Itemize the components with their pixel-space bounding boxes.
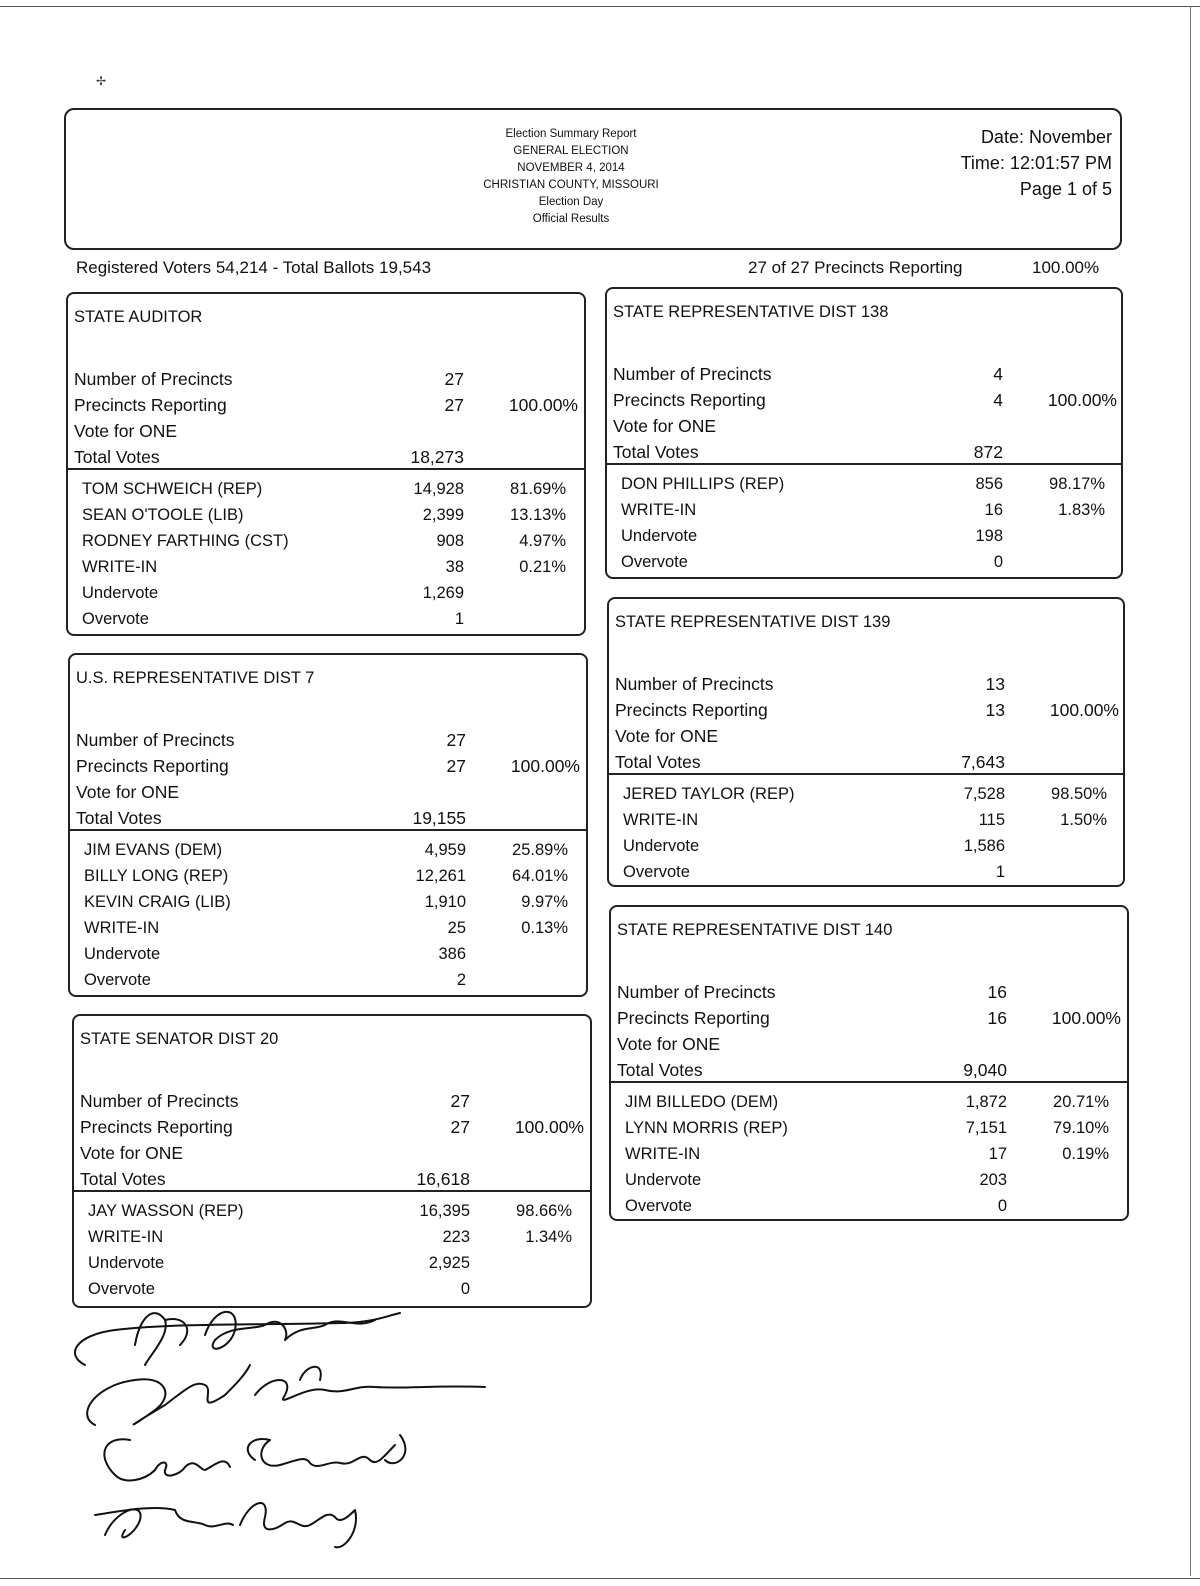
number-of-precincts-label: Number of Precincts: [80, 1091, 239, 1111]
candidate-name: Undervote: [623, 837, 700, 855]
candidate-votes: 16,395: [419, 1202, 470, 1220]
precincts-reporting-row: [74, 392, 584, 418]
county-name: CHRISTIAN COUNTY, MISSOURI: [483, 179, 659, 191]
candidate-votes: 1,586: [963, 837, 1005, 855]
precincts-reporting-label: Precincts Reporting: [80, 1117, 233, 1137]
candidate-row: [623, 781, 1123, 807]
race-title: STATE REPRESENTATIVE DIST 140: [617, 921, 893, 939]
vote-for-row: [80, 1140, 590, 1166]
candidate-percent: 1.50%: [1060, 811, 1107, 829]
vote-for-label: Vote for ONE: [617, 1034, 721, 1054]
scan-bottom-border: [0, 1578, 1200, 1579]
race-title: STATE REPRESENTATIVE DIST 138: [613, 303, 889, 321]
candidate-row: [621, 549, 1121, 575]
candidate-percent: 81.69%: [510, 480, 566, 498]
total-votes-value: 9,040: [963, 1060, 1007, 1080]
candidate-votes: 856: [975, 475, 1003, 493]
race-state-senator-dist-20: [72, 1014, 592, 1308]
candidate-row: [88, 1224, 590, 1250]
candidate-row: [82, 476, 584, 502]
candidate-percent: 0.21%: [519, 558, 566, 576]
election-day-label: Election Day: [538, 196, 604, 208]
candidate-name: Undervote: [625, 1171, 702, 1189]
report-meta: [961, 124, 1112, 202]
candidate-list: [621, 471, 1121, 575]
candidate-row: [623, 859, 1123, 885]
candidate-percent: 1.34%: [525, 1228, 572, 1246]
candidate-name: JAY WASSON (REP): [88, 1202, 244, 1220]
candidate-name: Overvote: [625, 1197, 692, 1215]
total-votes-value: 16,618: [416, 1169, 470, 1189]
number-of-precincts-row: [613, 361, 1121, 387]
results-divider: [611, 1081, 1127, 1083]
results-divider: [609, 773, 1123, 775]
candidate-name: BILLY LONG (REP): [84, 867, 229, 885]
candidate-row: [625, 1115, 1127, 1141]
race-state-representative-dist-139: [607, 597, 1125, 887]
candidate-row: [88, 1250, 590, 1276]
candidate-votes: 386: [438, 945, 466, 963]
candidate-percent: 1.83%: [1058, 501, 1105, 519]
number-of-precincts-value: 27: [450, 1091, 470, 1111]
candidate-votes: 7,528: [963, 785, 1005, 803]
precincts-reporting-row: [617, 1005, 1127, 1031]
race-state-representative-dist-138: [605, 287, 1123, 579]
candidate-name: JIM EVANS (DEM): [84, 841, 223, 859]
number-of-precincts-value: 27: [444, 369, 464, 389]
candidate-votes: 0: [997, 1197, 1007, 1215]
candidate-row: [625, 1193, 1127, 1219]
number-of-precincts-label: Number of Precincts: [617, 982, 776, 1002]
candidate-votes: 223: [442, 1228, 470, 1246]
candidate-row: [84, 837, 586, 863]
race-us-representative-dist-7: [68, 653, 588, 997]
page-number: Page 1 of 5: [1019, 179, 1112, 199]
total-votes-row: [617, 1057, 1127, 1083]
candidate-name: Undervote: [88, 1254, 165, 1272]
candidate-row: [82, 554, 584, 580]
candidate-row: [623, 833, 1123, 859]
precincts-reporting-value: 16: [987, 1008, 1007, 1028]
precincts-reporting-value: 27: [444, 395, 464, 415]
total-votes-row: [74, 444, 584, 470]
signatures-image: [55, 1285, 515, 1555]
candidate-name: Overvote: [623, 863, 690, 881]
total-votes-label: Total Votes: [74, 447, 160, 467]
total-votes-row: [615, 749, 1123, 775]
vote-for-row: [617, 1031, 1127, 1057]
candidate-row: [623, 807, 1123, 833]
number-of-precincts-value: 16: [987, 982, 1007, 1002]
total-votes-label: Total Votes: [617, 1060, 703, 1080]
candidate-percent: 0.19%: [1062, 1145, 1109, 1163]
scan-right-border: [1190, 6, 1191, 1576]
candidate-list: [82, 476, 584, 632]
results-divider: [607, 463, 1121, 465]
race-stats: [613, 361, 1121, 465]
vote-for-row: [613, 413, 1121, 439]
candidate-votes: 1,269: [422, 584, 464, 602]
candidate-row: [84, 889, 586, 915]
candidate-row: [621, 497, 1121, 523]
election-date: NOVEMBER 4, 2014: [517, 162, 625, 174]
candidate-name: Overvote: [88, 1280, 155, 1298]
precincts-reporting-percent: 100.00%: [514, 1117, 584, 1137]
race-state-representative-dist-140: [609, 905, 1129, 1221]
precincts-reporting-percent: 100.00%: [510, 756, 580, 776]
candidate-name: JERED TAYLOR (REP): [623, 785, 795, 803]
candidate-votes: 1: [454, 610, 464, 628]
precincts-reporting-value: 4: [993, 390, 1003, 410]
candidate-name: WRITE-IN: [621, 501, 697, 519]
precincts-reporting-value: 13: [985, 700, 1005, 720]
candidate-name: Undervote: [621, 527, 698, 545]
number-of-precincts-value: 27: [446, 730, 466, 750]
candidate-percent: 98.17%: [1049, 475, 1105, 493]
number-of-precincts-label: Number of Precincts: [76, 730, 235, 750]
total-votes-row: [80, 1166, 590, 1192]
candidate-percent: 98.66%: [516, 1202, 572, 1220]
candidate-name: DON PHILLIPS (REP): [621, 475, 785, 493]
total-votes-value: 19,155: [412, 808, 466, 828]
race-state-auditor: [66, 292, 586, 636]
race-stats: [76, 727, 586, 831]
candidate-votes: 25: [447, 919, 466, 937]
candidate-row: [625, 1089, 1127, 1115]
total-votes-value: 18,273: [410, 447, 464, 467]
precincts-reporting-value: 27: [450, 1117, 470, 1137]
candidate-name: JIM BILLEDO (DEM): [625, 1093, 779, 1111]
results-divider: [68, 468, 584, 470]
candidate-votes: 203: [979, 1171, 1007, 1189]
total-votes-label: Total Votes: [80, 1169, 166, 1189]
race-stats: [74, 366, 584, 470]
candidate-name: Overvote: [82, 610, 149, 628]
total-votes-label: Total Votes: [613, 442, 699, 462]
precincts-reporting-label: Precincts Reporting: [76, 756, 229, 776]
race-title: STATE AUDITOR: [74, 308, 203, 326]
candidate-list: [84, 837, 586, 993]
race-title: STATE SENATOR DIST 20: [80, 1030, 279, 1048]
vote-for-label: Vote for ONE: [615, 726, 719, 746]
candidate-votes: 7,151: [965, 1119, 1007, 1137]
candidate-votes: 198: [975, 527, 1003, 545]
candidate-row: [82, 502, 584, 528]
race-stats: [80, 1088, 590, 1192]
candidate-name: WRITE-IN: [88, 1228, 164, 1246]
candidate-percent: 79.10%: [1053, 1119, 1109, 1137]
vote-for-row: [76, 779, 586, 805]
candidate-row: [84, 941, 586, 967]
number-of-precincts-row: [76, 727, 586, 753]
candidate-name: KEVIN CRAIG (LIB): [84, 893, 231, 911]
number-of-precincts-label: Number of Precincts: [615, 674, 774, 694]
candidate-votes: 1,910: [424, 893, 466, 911]
candidate-votes: 2,925: [428, 1254, 470, 1272]
vote-for-label: Vote for ONE: [76, 782, 180, 802]
candidate-name: Undervote: [82, 584, 159, 602]
precincts-reporting-label: Precincts Reporting: [617, 1008, 770, 1028]
candidate-votes: 2: [456, 971, 466, 989]
candidate-percent: 4.97%: [519, 532, 566, 550]
race-title: U.S. REPRESENTATIVE DIST 7: [76, 669, 315, 687]
precincts-reporting-value: 27: [446, 756, 466, 776]
official-results-label: Official Results: [532, 213, 610, 225]
candidate-percent: 0.13%: [521, 919, 568, 937]
number-of-precincts-row: [74, 366, 584, 392]
number-of-precincts-row: [80, 1088, 590, 1114]
scan-top-border: [0, 6, 1200, 7]
candidate-name: WRITE-IN: [82, 558, 158, 576]
precincts-reporting-label: Precincts Reporting: [615, 700, 768, 720]
number-of-precincts-row: [615, 671, 1123, 697]
precincts-reporting-percent: 100.00%: [508, 395, 578, 415]
candidate-votes: 16: [984, 501, 1003, 519]
candidate-name: Overvote: [84, 971, 151, 989]
precincts-reporting-percent: 100.00%: [1032, 258, 1100, 277]
candidate-name: Overvote: [621, 553, 688, 571]
candidate-row: [82, 606, 584, 632]
precincts-reporting-row: [615, 697, 1123, 723]
candidate-votes: 2,399: [422, 506, 464, 524]
candidate-votes: 4,959: [424, 841, 466, 859]
candidate-name: Undervote: [84, 945, 161, 963]
candidate-percent: 25.89%: [512, 841, 568, 859]
results-divider: [70, 829, 586, 831]
candidate-percent: 64.01%: [512, 867, 568, 885]
vote-for-label: Vote for ONE: [74, 421, 178, 441]
candidate-votes: 908: [436, 532, 464, 550]
candidate-percent: 20.71%: [1053, 1093, 1109, 1111]
race-stats: [617, 979, 1127, 1083]
candidate-votes: 38: [445, 558, 464, 576]
candidate-votes: 0: [460, 1280, 470, 1298]
candidate-votes: 1: [995, 863, 1005, 881]
candidate-votes: 115: [978, 811, 1005, 829]
candidate-name: LYNN MORRIS (REP): [625, 1119, 788, 1137]
total-votes-value: 7,643: [961, 752, 1005, 772]
stray-mark-icon: ✢: [96, 74, 107, 88]
precincts-reporting-percent: 100.00%: [1051, 1008, 1121, 1028]
candidate-row: [625, 1167, 1127, 1193]
precincts-reporting-row: [80, 1114, 590, 1140]
precincts-reporting-label: Precincts Reporting: [74, 395, 227, 415]
candidate-votes: 0: [993, 553, 1003, 571]
candidate-name: RODNEY FARTHING (CST): [82, 532, 289, 550]
precincts-reporting-label: Precincts Reporting: [613, 390, 766, 410]
total-votes-row: [76, 805, 586, 831]
candidate-list: [623, 781, 1123, 885]
report-date: Date: November: [980, 127, 1112, 147]
candidate-name: WRITE-IN: [625, 1145, 701, 1163]
total-votes-label: Total Votes: [615, 752, 701, 772]
number-of-precincts-label: Number of Precincts: [74, 369, 233, 389]
candidate-name: WRITE-IN: [623, 811, 699, 829]
vote-for-label: Vote for ONE: [613, 416, 717, 436]
report-title-block: [406, 126, 736, 228]
total-votes-value: 872: [973, 442, 1003, 462]
results-divider: [74, 1190, 590, 1192]
candidate-percent: 13.13%: [510, 506, 566, 524]
candidate-row: [88, 1198, 590, 1224]
precincts-reporting-percent: 100.00%: [1047, 390, 1117, 410]
candidate-votes: 12,261: [415, 867, 466, 885]
precincts-reporting-row: [613, 387, 1121, 413]
candidate-percent: 9.97%: [521, 893, 568, 911]
report-time: Time: 12:01:57 PM: [960, 153, 1112, 173]
race-stats: [615, 671, 1123, 775]
election-name: GENERAL ELECTION: [513, 145, 629, 157]
candidate-votes: 1,872: [965, 1093, 1007, 1111]
vote-for-row: [74, 418, 584, 444]
candidate-votes: 17: [988, 1145, 1007, 1163]
race-title: STATE REPRESENTATIVE DIST 139: [615, 613, 891, 631]
precincts-reporting-summary: 27 of 27 Precincts Reporting: [748, 258, 963, 277]
report-header: [64, 108, 1122, 250]
candidate-name: WRITE-IN: [84, 919, 160, 937]
number-of-precincts-value: 13: [985, 674, 1005, 694]
candidate-name: TOM SCHWEICH (REP): [82, 480, 263, 498]
candidate-row: [84, 967, 586, 993]
candidate-row: [621, 471, 1121, 497]
number-of-precincts-label: Number of Precincts: [613, 364, 772, 384]
candidate-row: [621, 523, 1121, 549]
number-of-precincts-row: [617, 979, 1127, 1005]
candidate-row: [625, 1141, 1127, 1167]
vote-for-row: [615, 723, 1123, 749]
candidate-name: SEAN O'TOOLE (LIB): [82, 506, 244, 524]
candidate-list: [625, 1089, 1127, 1219]
candidate-percent: 98.50%: [1051, 785, 1107, 803]
candidate-votes: 14,928: [413, 480, 464, 498]
precincts-reporting-row: [76, 753, 586, 779]
candidate-row: [84, 863, 586, 889]
candidate-row: [84, 915, 586, 941]
vote-for-label: Vote for ONE: [80, 1143, 184, 1163]
report-title: Election Summary Report: [505, 128, 637, 140]
precincts-reporting-percent: 100.00%: [1049, 700, 1119, 720]
number-of-precincts-value: 4: [993, 364, 1003, 384]
total-votes-row: [613, 439, 1121, 465]
total-votes-label: Total Votes: [76, 808, 162, 828]
registered-voters-summary: Registered Voters 54,214 - Total Ballots 19,543: [76, 258, 432, 277]
candidate-row: [82, 528, 584, 554]
candidate-row: [82, 580, 584, 606]
